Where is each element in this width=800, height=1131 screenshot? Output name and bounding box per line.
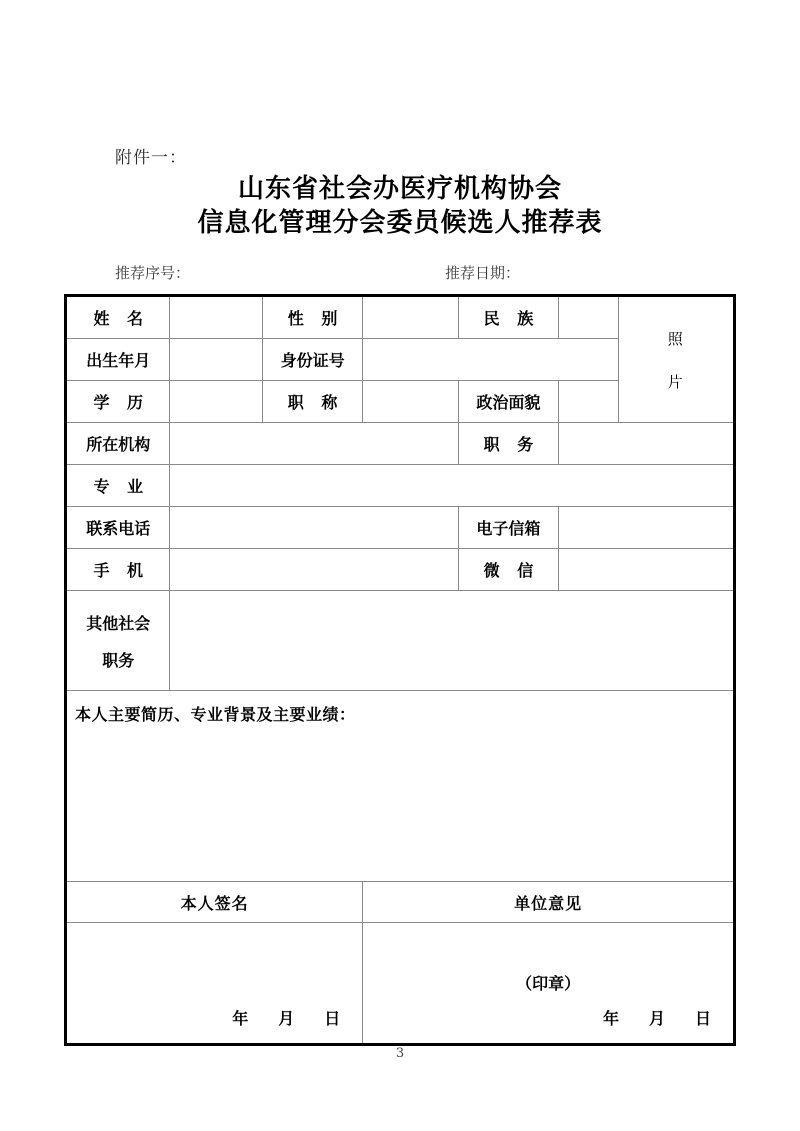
table-row-signature-headers [66, 882, 735, 923]
personal-date-day: 日 [324, 1009, 341, 1028]
field-position[interactable] [559, 423, 735, 465]
table-row-major [66, 465, 735, 507]
label-ethnicity: 民 族 [458, 296, 558, 339]
field-id-number[interactable] [363, 339, 619, 381]
field-birth-date[interactable] [170, 339, 262, 381]
label-position: 职 务 [458, 423, 558, 465]
field-wechat[interactable] [559, 549, 735, 591]
label-name: 姓 名 [66, 296, 170, 339]
table-row-other-positions [66, 591, 735, 691]
unit-date-year: 年 [602, 1009, 619, 1028]
field-other-social-positions[interactable] [170, 591, 735, 691]
field-major[interactable] [170, 465, 735, 507]
field-organization[interactable] [170, 423, 458, 465]
label-education: 学 历 [66, 381, 170, 423]
table-row-resume [66, 691, 735, 882]
header-unit-opinion: 单位意见 [363, 882, 735, 923]
unit-date-line [363, 1006, 733, 1043]
recommendation-serial-label: 推荐序号： [115, 264, 191, 282]
field-resume[interactable] [66, 691, 735, 882]
field-mobile[interactable] [170, 549, 458, 591]
photo-char-1: 照 [667, 329, 685, 348]
label-email: 电子信箱 [458, 507, 558, 549]
personal-date-year: 年 [232, 1009, 249, 1028]
label-id-number: 身份证号 [262, 339, 362, 381]
field-personal-signature[interactable] [66, 923, 363, 1045]
label-mobile: 手 机 [66, 549, 170, 591]
photo-char-2: 片 [667, 372, 685, 391]
label-other-social-positions [66, 591, 170, 691]
label-professional-title: 职 称 [262, 381, 362, 423]
field-political-status[interactable] [559, 381, 619, 423]
label-other-line-2: 职务 [102, 650, 135, 670]
table-row-name [66, 296, 735, 339]
field-name[interactable] [170, 296, 262, 339]
recommendation-date-label: 推荐日期： [445, 264, 521, 282]
table-row-phone [66, 507, 735, 549]
document-title [0, 172, 800, 240]
label-major: 专 业 [66, 465, 170, 507]
title-line-1: 山东省社会办医疗机构协会 [237, 174, 562, 204]
field-professional-title[interactable] [363, 381, 458, 423]
candidate-recommendation-table [64, 294, 736, 1046]
label-political-status: 政治面貌 [458, 381, 558, 423]
seal-note: （印章） [516, 974, 581, 993]
header-personal-signature: 本人签名 [66, 882, 363, 923]
field-education[interactable] [170, 381, 262, 423]
label-birth-date: 出生年月 [66, 339, 170, 381]
label-other-line-1: 其他社会 [86, 613, 151, 633]
label-resume: 本人主要简历、专业背景及主要业绩： [75, 705, 356, 724]
label-wechat: 微 信 [458, 549, 558, 591]
page-number: 3 [395, 1046, 405, 1061]
photo-placeholder [619, 296, 735, 423]
table-row-mobile [66, 549, 735, 591]
unit-date-day: 日 [694, 1009, 711, 1028]
field-gender[interactable] [363, 296, 458, 339]
attachment-label: 附件一： [115, 148, 187, 168]
field-phone[interactable] [170, 507, 458, 549]
label-phone: 联系电话 [66, 507, 170, 549]
table-row-organization [66, 423, 735, 465]
label-organization: 所在机构 [66, 423, 170, 465]
field-unit-opinion[interactable] [363, 923, 735, 1045]
label-gender: 性 别 [262, 296, 362, 339]
field-email[interactable] [559, 507, 735, 549]
title-line-2: 信息化管理分会委员候选人推荐表 [197, 208, 603, 238]
meta-row [0, 262, 800, 284]
table-row-signature-body [66, 923, 735, 1045]
personal-date-line [67, 1006, 362, 1043]
field-ethnicity[interactable] [559, 296, 619, 339]
unit-date-month: 月 [648, 1009, 665, 1028]
personal-date-month: 月 [278, 1009, 295, 1028]
